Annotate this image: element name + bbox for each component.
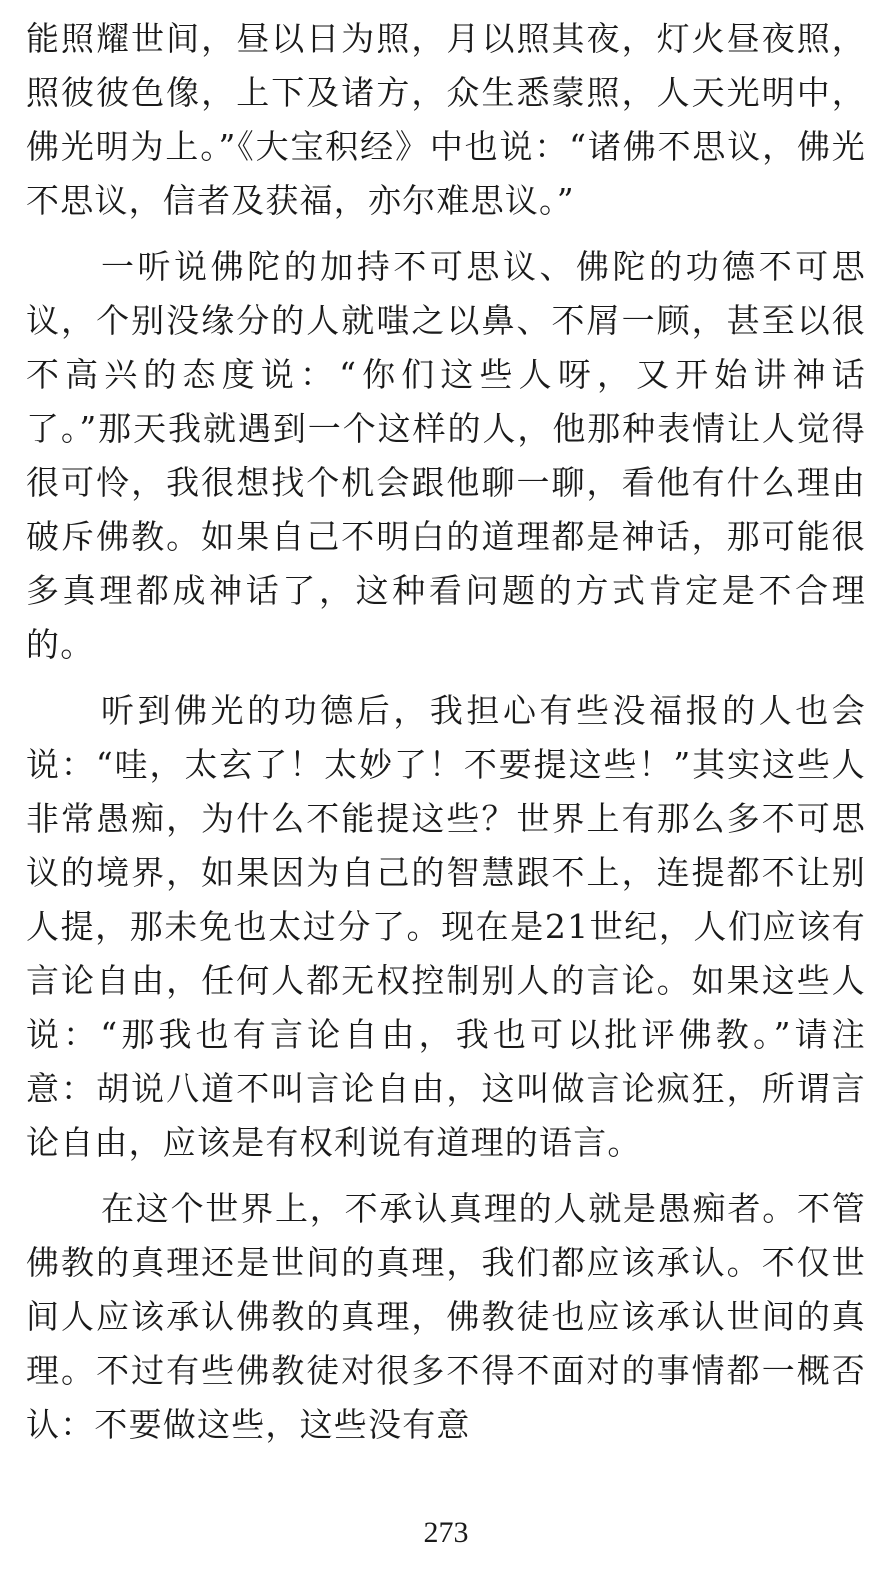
page-number: 273 xyxy=(423,1516,469,1549)
paragraph-1: 能照耀世间，昼以日为照，月以照其夜，灯火昼夜照，照彼彼色像，上下及诸方，众生悉蒙照，人天光明中，佛光明为上。”《大宝积经》中也说：“诸佛不思议，佛光不思议，信者及获福，亦尔难思议。” xyxy=(26,19,866,220)
paragraph-3: 听到佛光的功德后，我担心有些没福报的人也会说：“哇，太玄了！太妙了！不要提这些！”其实这些人非常愚痴，为什么不能提这些？世界上有那么多不可思议的境界，如果因为自己的智慧跟不上，连提都不让别人提，那未免也太过分了。现在是21世纪，人们应该有言论自由，任何人都无权控制别人的言论。如果这些人说：“那我也有言论自由，我也可以批评佛教。”请注意：胡说八道不叫言论自由，这叫做言论疯狂，所谓言论自由，应该是有权利说有道理的语言。 xyxy=(26,691,866,1162)
paragraph-4: 在这个世界上，不承认真理的人就是愚痴者。不管佛教的真理还是世间的真理，我们都应该承认。不仅世间人应该承认佛教的真理，佛教徒也应该承认世间的真理。不过有些佛教徒对很多不得不面对的事情都一概否认：不要做这些，这些没有意 xyxy=(26,1189,866,1444)
paragraph-2: 一听说佛陀的加持不可思议、佛陀的功德不可思议，个别没缘分的人就嗤之以鼻、不屑一顾，甚至以很不高兴的态度说：“你们这些人呀，又开始讲神话了。”那天我就遇到一个这样的人，他那种表情让人觉得很可怜，我很想找个机会跟他聊一聊，看他有什么理由破斥佛教。如果自己不明白的道理都是神话，那可能很多真理都成神话了，这种看问题的方式肯定是不合理的。 xyxy=(26,247,866,664)
body-text xyxy=(26,12,866,1452)
